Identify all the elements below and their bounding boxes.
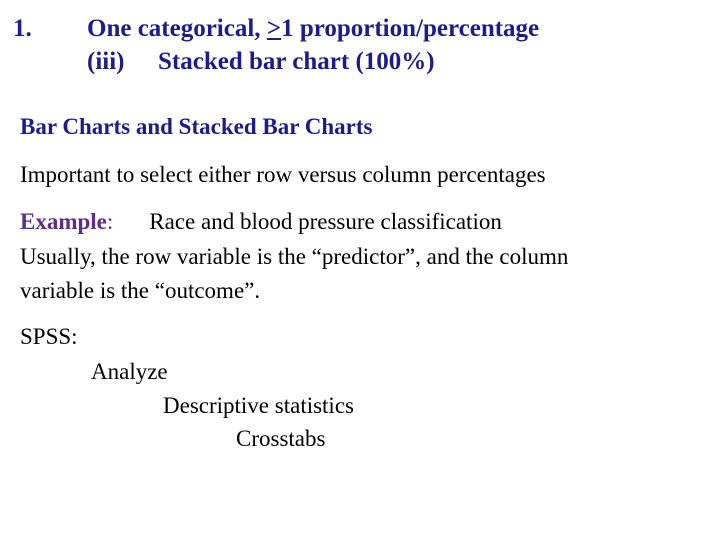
example-label: Example (20, 209, 107, 234)
menu-crosstabs: Crosstabs (236, 426, 326, 451)
title-line-1-prefix: One categorical, (87, 15, 267, 42)
title-line-1-suffix: 1 proportion/percentage (281, 15, 540, 42)
example-line (20, 206, 502, 237)
example-text: Race and blood pressure classification (149, 209, 502, 234)
subtitle-text: Stacked bar chart (100%) (158, 48, 435, 75)
menu-descriptive-statistics: Descriptive statistics (163, 393, 354, 418)
usually-line-1: Usually, the row variable is the “predictor”, and the column (20, 244, 569, 269)
title-number: 1. (13, 15, 32, 42)
title-line-1 (87, 14, 539, 44)
title-greater-equal-symbol: > (266, 15, 282, 42)
section-heading: Bar Charts and Stacked Bar Charts (20, 114, 373, 139)
subtitle-number: (iii) (87, 48, 125, 75)
menu-analyze: Analyze (91, 359, 168, 384)
spss-label: SPSS: (20, 324, 78, 349)
example-colon: : (106, 209, 114, 234)
usually-line-2: variable is the “outcome”. (20, 278, 261, 303)
important-note: Important to select either row versus column percentages (20, 162, 546, 187)
